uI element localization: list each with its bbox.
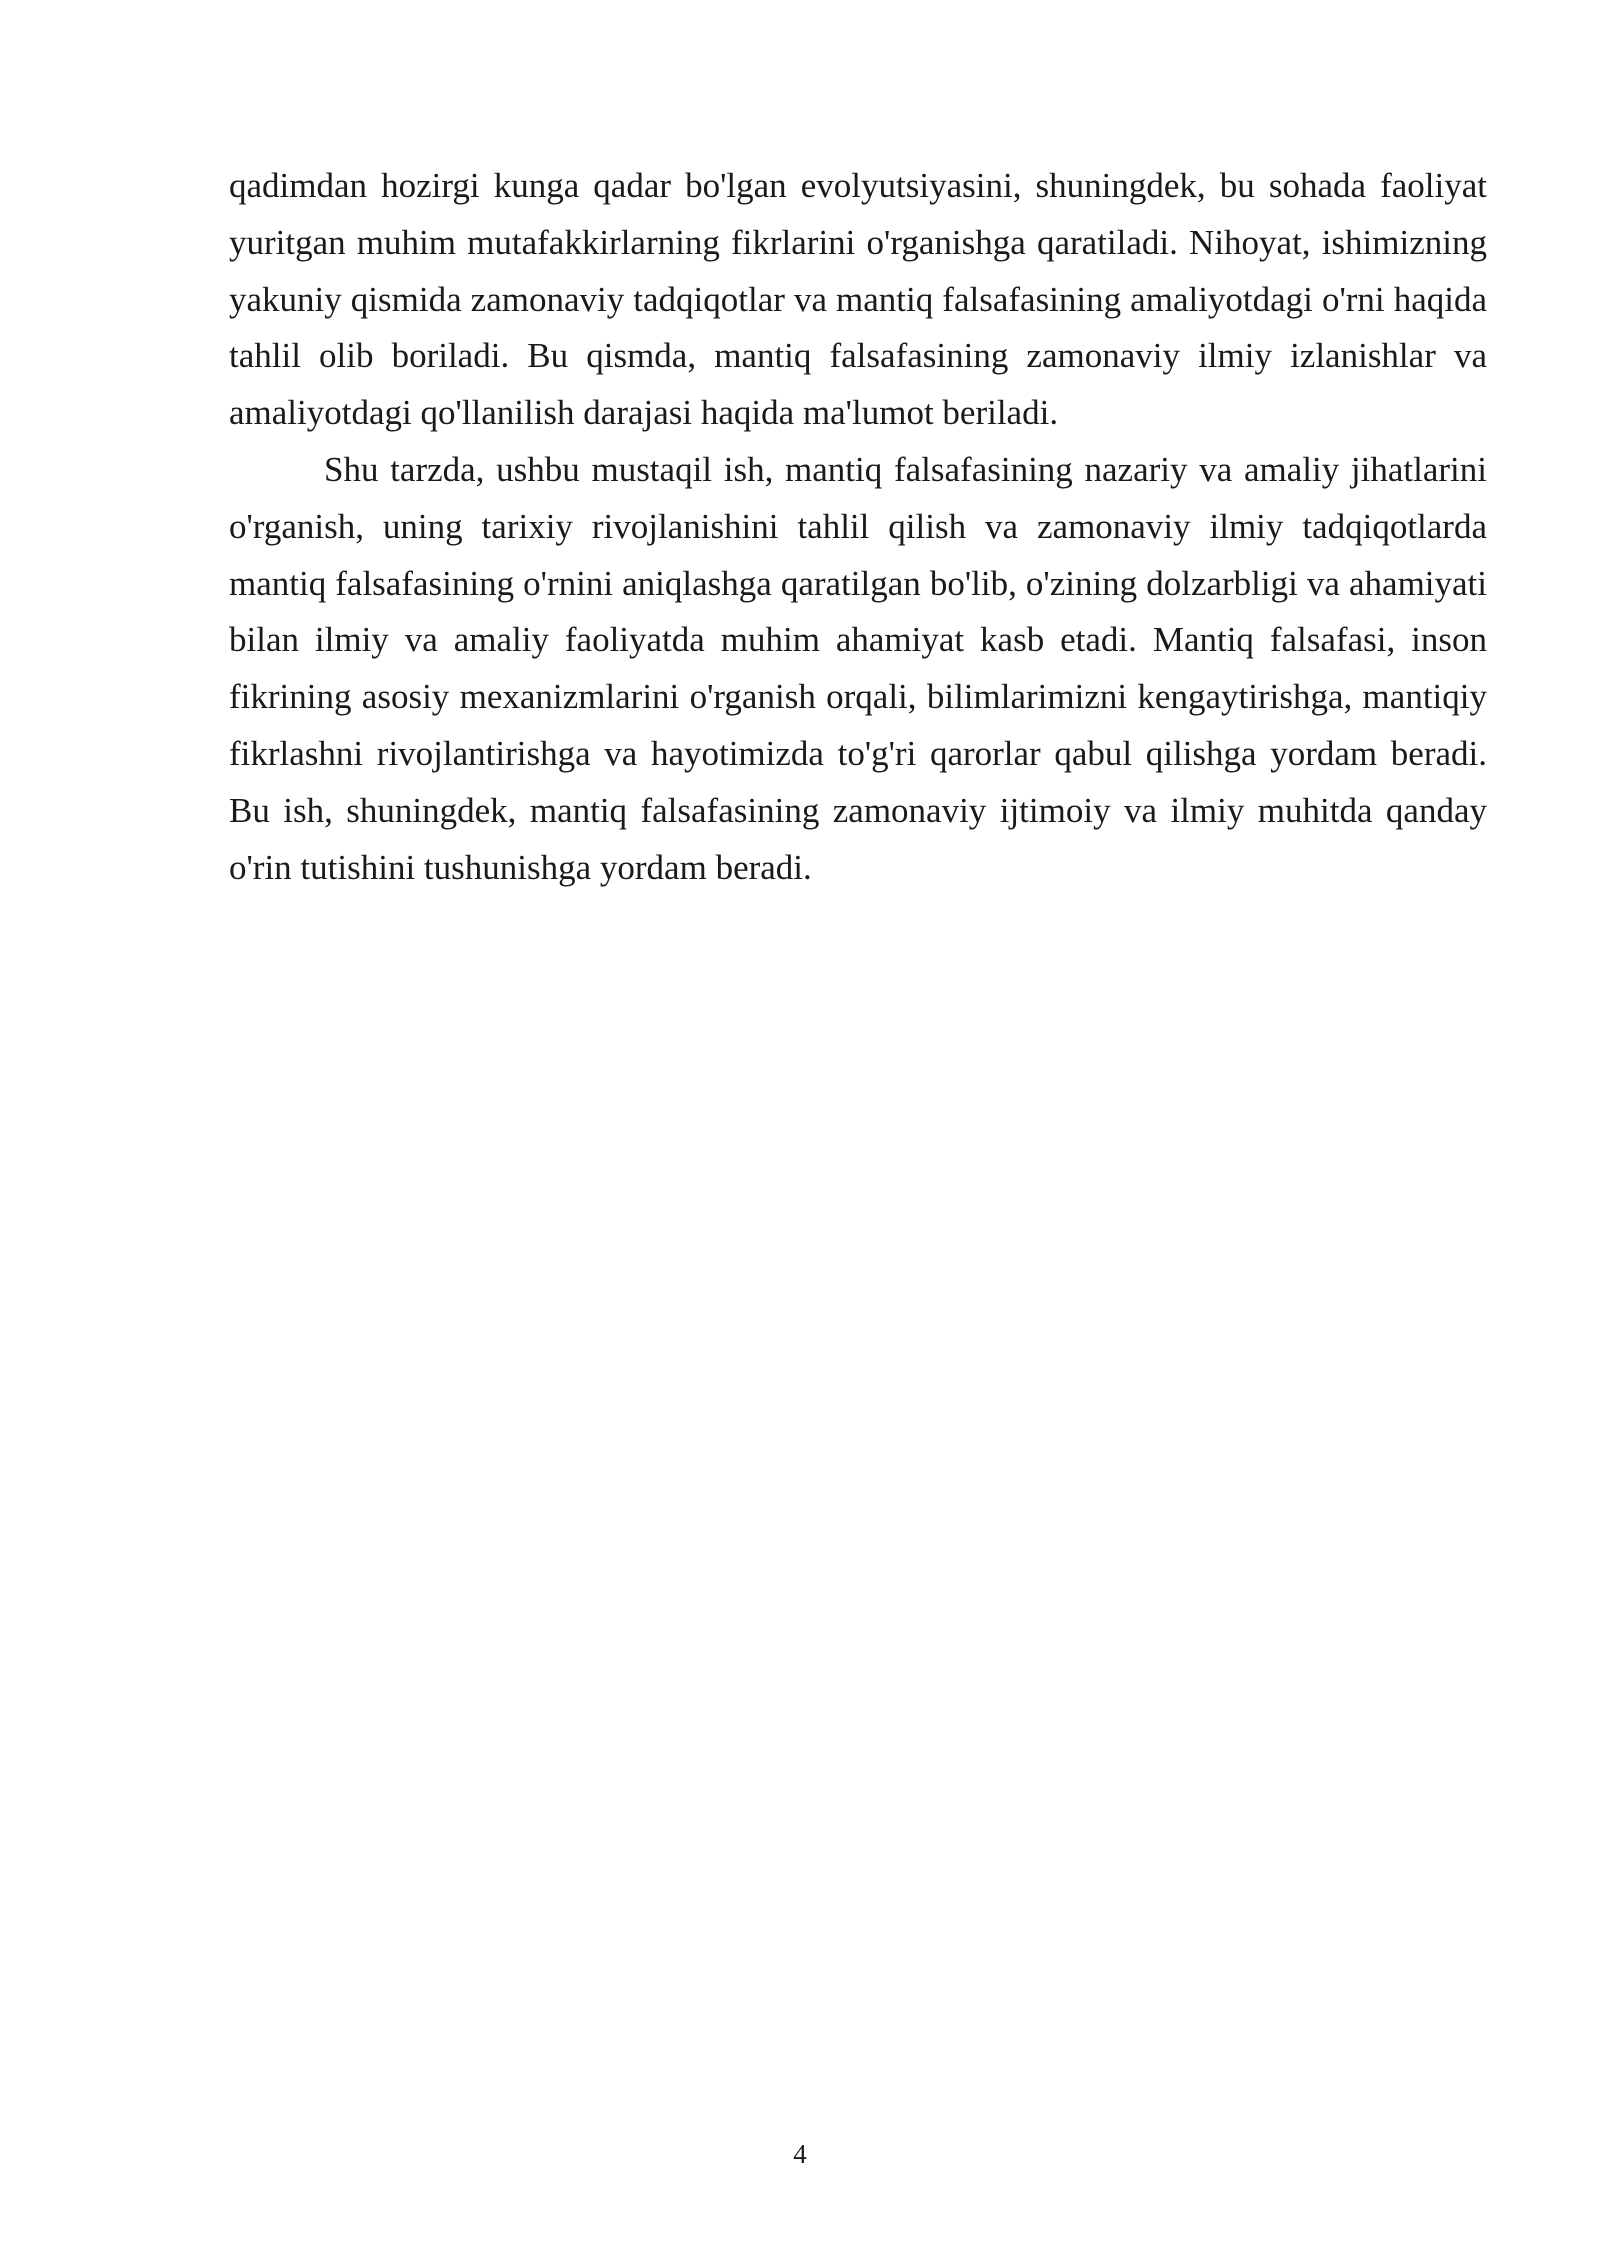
page-number: 4: [793, 2139, 807, 2169]
paragraph-continuation: qadimdan hozirgi kunga qadar bo'lgan evolyutsiyasini, shuningdek, bu sohada faoliyat yuritgan muhim mutafakkirlarning fikrlarini o'rganishga qaratiladi. Nihoyat, ishimizning yakuniy qismida zamonaviy tadqiqotlar va mantiq falsafasining amaliyotdagi o'rni haqida tahlil olib boriladi. Bu qismda, mantiq falsafasining zamonaviy ilmiy izlanishlar va amaliyotdagi qo'llanilish darajasi haqida ma'lumot beriladi.: [229, 166, 1487, 433]
paragraph-conclusion: Shu tarzda, ushbu mustaqil ish, mantiq falsafasining nazariy va amaliy jihatlarini o'rganish, uning tarixiy rivojlanishini tahlil qilish va zamonaviy ilmiy tadqiqotlarda mantiq falsafasining o'rnini aniqlashga qaratilgan bo'lib, o'zining dolzarbligi va ahamiyati bilan ilmiy va amaliy faoliyatda muhim ahamiyat kasb etadi. Mantiq falsafasi, inson fikrining asosiy mexanizmlarini o'rganish orqali, bilimlarimizni kengaytirishga, mantiqiy fikrlashni rivojlantirishga va hayotimizda to'g'ri qarorlar qabul qilishga yordam beradi. Bu ish, shuningdek, mantiq falsafasining zamonaviy ijtimoiy va ilmiy muhitda qanday o'rin tutishini tushunishga yordam beradi.: [229, 449, 1487, 887]
page-body: [229, 158, 1487, 896]
